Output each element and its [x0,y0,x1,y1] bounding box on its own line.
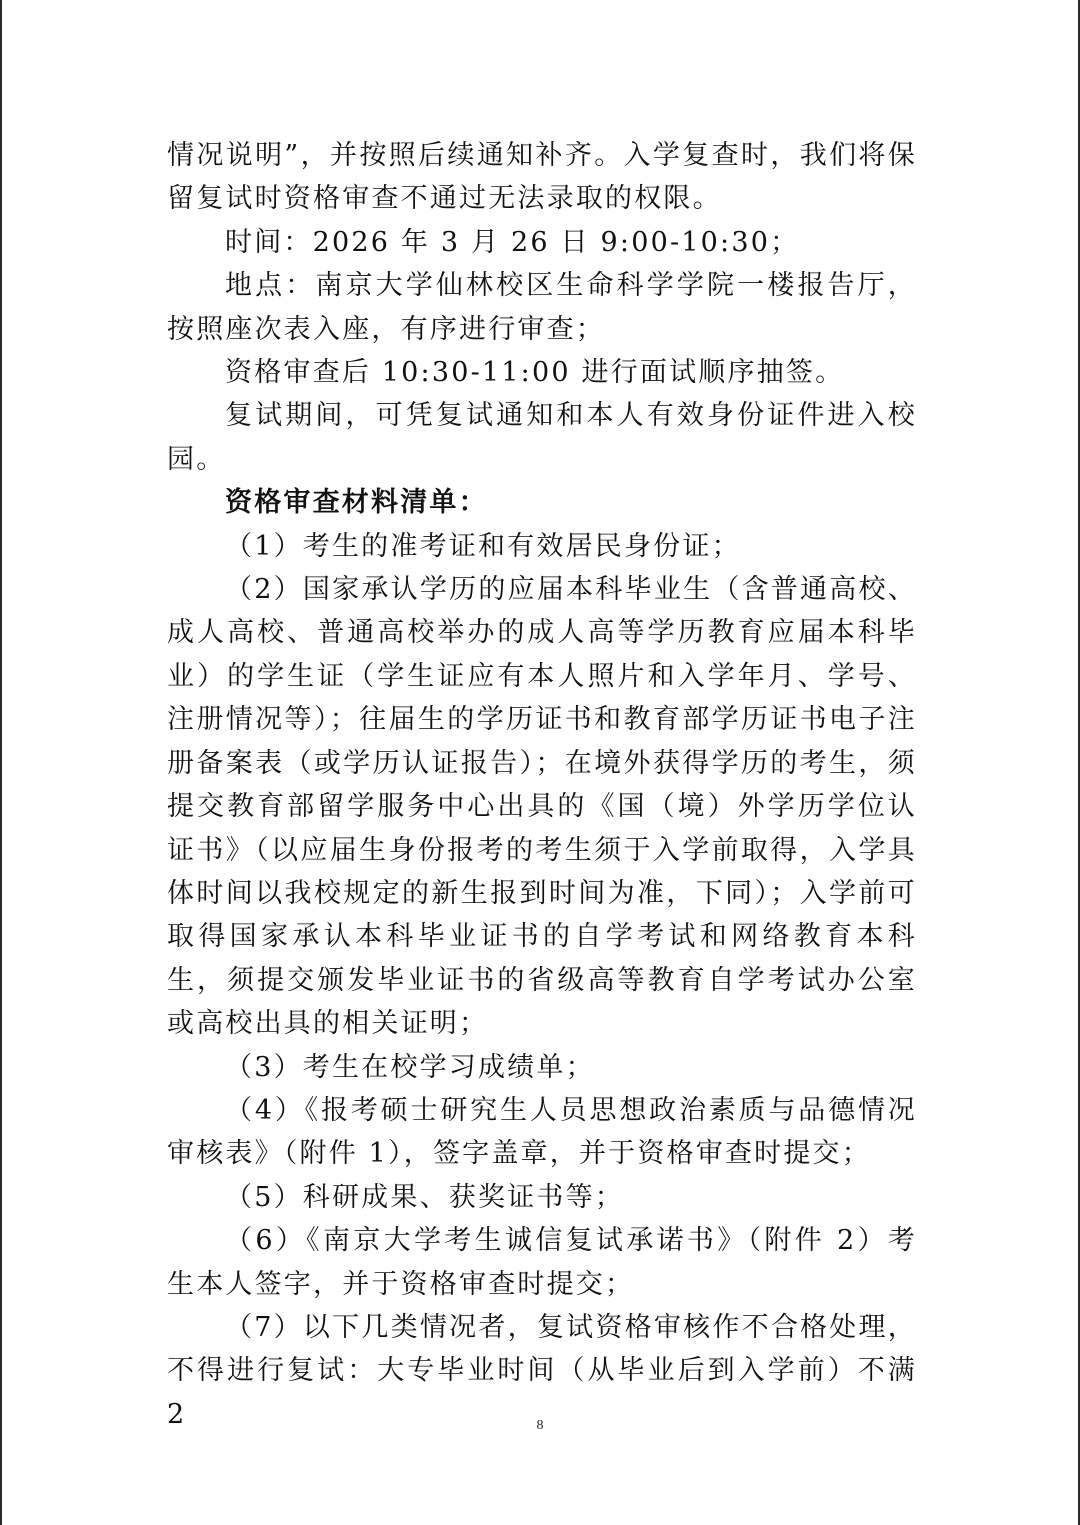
paragraph-campus-entry: 复试期间，可凭复试通知和本人有效身份证件进入校园。 [167,400,917,475]
paragraph-continuation: 情况说明”，并按照后续通知补齐。入学复查时，我们将保留复试时资格审查不通过无法录取的权限。 [167,140,917,215]
section-heading-materials: 资格审查材料清单： [225,487,488,519]
paragraph-draw: 资格审查后 10:30-11:00 进行面试顺序抽签。 [225,357,845,389]
list-item-1: （1）考生的准考证和有效居民身份证； [225,530,741,562]
list-item-3: （3）考生在校学习成绩单； [225,1051,595,1083]
page-left-border [0,0,2,1525]
paragraph-time: 时间：2026 年 3 月 26 日 9:00-10:30； [225,226,800,258]
list-item-6: （6）《南京大学考生诚信复试承诺书》（附件 2）考生本人签字，并于资格审查时提交； [167,1225,917,1300]
list-item-2: （2）国家承认学历的应届本科毕业生（含普通高校、成人高校、普通高校举办的成人高等学历教育应届本科毕业）的学生证（学生证应有本人照片和入学年月、学号、注册情况等）；往届生的学历证书和教育部学历证书电子注册备案表（或学历认证报告）；在境外获得学历的考生，须提交教育部留学服务中心出具的《国（境）外学历学位认证书》（以应届生身份报考的考生须于入学前取得，入学具体时间以我校规定的新生报到时间为准，下同）；入学前可取得国家承认本科毕业证书的自学考试和网络教育本科生，须提交颁发毕业证书的省级高等教育自学考试办公室或高校出具的相关证明； [167,574,917,1040]
list-item-7: （7）以下几类情况者，复试资格审核作不合格处理，不得进行复试：大专毕业时间（从毕业后到入学前）不满 2 [167,1311,917,1430]
document-body [167,134,917,1436]
list-item-5: （5）科研成果、获奖证书等； [225,1181,624,1213]
paragraph-location: 地点：南京大学仙林校区生命科学学院一楼报告厅，按照座次表入座，有序进行审查； [167,270,917,345]
page-number: 8 [536,1418,544,1433]
list-item-4: （4）《报考硕士研究生人员思想政治素质与品德情况审核表》（附件 1），签字盖章，并于资格审查时提交； [167,1094,917,1170]
